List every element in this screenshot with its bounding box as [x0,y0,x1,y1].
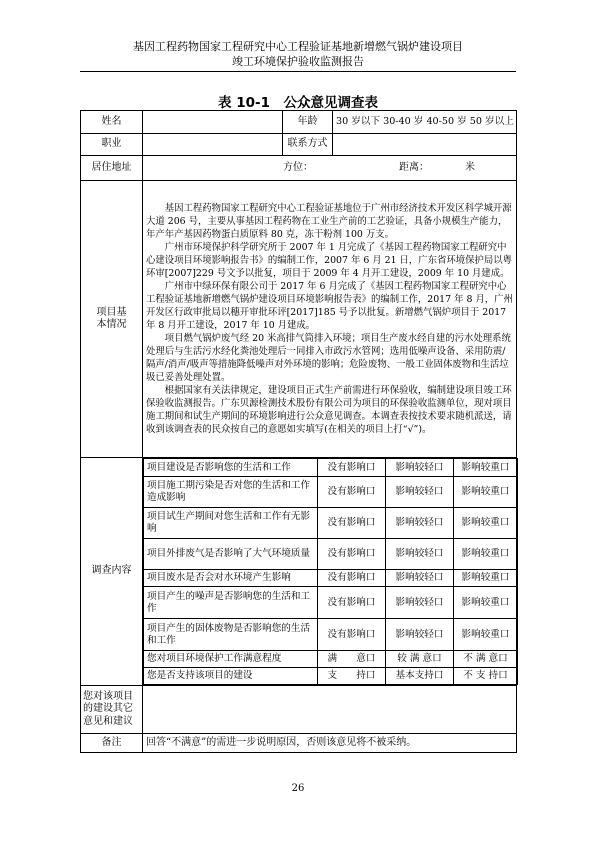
table-title: 表 10-1 公众意见调查表 [218,95,378,111]
survey-questions [143,458,517,686]
opinion-field[interactable] [143,686,517,734]
survey-question: 项目试生产期间对您生活和工作有无影响 [144,508,318,539]
option-no-impact[interactable]: 没有影响口 [318,539,386,570]
survey-label: 调查内容 [81,458,143,686]
option-slight-impact[interactable]: 影响较轻口 [386,619,454,651]
header-rule [80,71,516,72]
basic-paragraph: 广州市环境保护科学研究所于 2007 年 1 月完成了《基因工程药物国家工程研究中心建设项目环境影响报告书》的编制工作，2007 年 6 月 21 日，广东省环境保护局以粤环审[2007]229 号文予以批复，项目于 2009 年 4 月开工建设，2009 年 10 月建成。 [146,242,513,279]
survey-question: 您是否支持该项目的建设 [144,668,318,685]
basic-paragraph: 基因工程药物国家工程研究中心工程验证基地位于广州市经济技术开发区科学城开源大道 206 号，主要从事基因工程药物在工业生产前的工艺验证，具备小规模生产能力，年产年产基因药物蛋白质原料 80 克，冻干粉剂 100 万支。 [146,203,512,240]
age-label: 年龄 [283,111,333,134]
option-not-support[interactable]: 不 支 持口 [454,668,518,685]
survey-question: 您对项目环境保护工作满意程度 [144,651,318,668]
page-number: 26 [291,783,305,794]
name-label: 姓名 [81,111,143,134]
survey-question: 项目产生的固体废物是否影响您的生活和工作 [144,619,318,651]
basic-paragraph: 根据国家有关法律规定，建设项目正式生产前需进行环保验收，编制建设项目竣工环保验收监测报告。广东贝源检测技术股份有限公司为项目的环保验收监测单位，现对项目施工期间和试生产期间的环境影响进行公众意见调查。本调查表按技术要求随机派送，请收到该调查表的民众按自己的意愿如实填写(在相关的项目上打“√”)。 [146,385,512,435]
option-serious-impact[interactable]: 影响较重口 [454,477,518,508]
option-slight-impact[interactable]: 影响较轻口 [386,477,454,508]
contact-field[interactable] [333,134,517,156]
option-no-impact[interactable]: 没有影响口 [318,587,386,619]
basic-info-text [143,181,517,458]
option-slight-impact[interactable]: 影响较轻口 [386,459,454,477]
option-support[interactable]: 支 持口 [318,668,386,685]
direction-label: 方位： [283,161,313,173]
survey-question: 项目外排废气是否影响了大气环境质量 [144,539,318,570]
distance-label: 距离： [399,161,429,173]
public-survey-form [80,110,517,753]
name-field[interactable] [143,111,283,134]
note-text: 回答“不满意”的需进一步说明原因，否则该意见将不被采纳。 [143,734,517,753]
option-no-impact[interactable]: 没有影响口 [318,477,386,508]
distance-unit: 米 [465,161,475,173]
option-slight-impact[interactable]: 影响较轻口 [386,508,454,539]
job-label: 职业 [81,134,143,156]
option-no-impact[interactable]: 没有影响口 [318,570,386,587]
job-field[interactable] [143,134,283,156]
option-satisfied[interactable]: 满 意口 [318,651,386,668]
option-slight-impact[interactable]: 影响较轻口 [386,539,454,570]
opinion-label: 您对该项目的建设其它意见和建议 [81,686,143,734]
report-header-line1: 基因工程药物国家工程研究中心工程验证基地新增燃气锅炉建设项目 [133,40,463,53]
option-serious-impact[interactable]: 影响较重口 [454,587,518,619]
option-no-impact[interactable]: 没有影响口 [318,619,386,651]
contact-label: 联系方式 [283,134,333,156]
address-field[interactable] [143,156,517,181]
note-label: 备注 [81,734,143,753]
basic-info-label: 项目基本情况 [81,181,143,458]
option-no-impact[interactable]: 没有影响口 [318,459,386,477]
option-serious-impact[interactable]: 影响较重口 [454,459,518,477]
option-serious-impact[interactable]: 影响较重口 [454,619,518,651]
basic-paragraph: 广州市中绿环保有限公司于 2017 年 6 月完成了《基因工程药物国家工程研究中心工程验证基地新增燃气锅炉建设项目环境影响报告表》的编制工作，2017 年 8 月，广州开发区行政审批局以穗开审批环评[2017]185 号予以批复。新增燃气锅炉项目于 2017 年 8 月开工建设，2017 年 10 月建成。 [146,281,513,331]
option-serious-impact[interactable]: 影响较重口 [454,508,518,539]
option-basic-support[interactable]: 基本支持口 [386,668,454,685]
survey-question: 项目废水是否会对水环境产生影响 [144,570,318,587]
survey-question: 项目施工期污染是否对您的生活和工作造成影响 [144,477,318,508]
option-slight-impact[interactable]: 影响较轻口 [386,570,454,587]
report-header-line2: 竣工环境保护验收监测报告 [232,55,364,68]
option-no-impact[interactable]: 没有影响口 [318,508,386,539]
address-label: 居住地址 [81,156,143,181]
option-fairly-satisfied[interactable]: 较 满 意口 [386,651,454,668]
age-options[interactable]: 30 岁以下 30-40 岁 40-50 岁 50 岁以上 [333,111,517,134]
option-slight-impact[interactable]: 影响较轻口 [386,587,454,619]
basic-paragraph: 项目燃气锅炉废气经 20 米高排气筒排入环境；项目生产废水经自建的污水处理系统处理后与生活污水经化粪池处理后一同排入市政污水管网；选用低噪声设备、采用防震/隔声/消声/吸声等措施降低噪声对外环境的影响；危险废物、一般工业固体废物和生活垃圾已妥善处理处置。 [146,333,511,383]
survey-question: 项目建设是否影响您的生活和工作 [144,459,318,477]
survey-question: 项目产生的噪声是否影响您的生活和工作 [144,587,318,619]
option-serious-impact[interactable]: 影响较重口 [454,539,518,570]
option-unsatisfied[interactable]: 不 满 意口 [454,651,518,668]
option-serious-impact[interactable]: 影响较重口 [454,570,518,587]
